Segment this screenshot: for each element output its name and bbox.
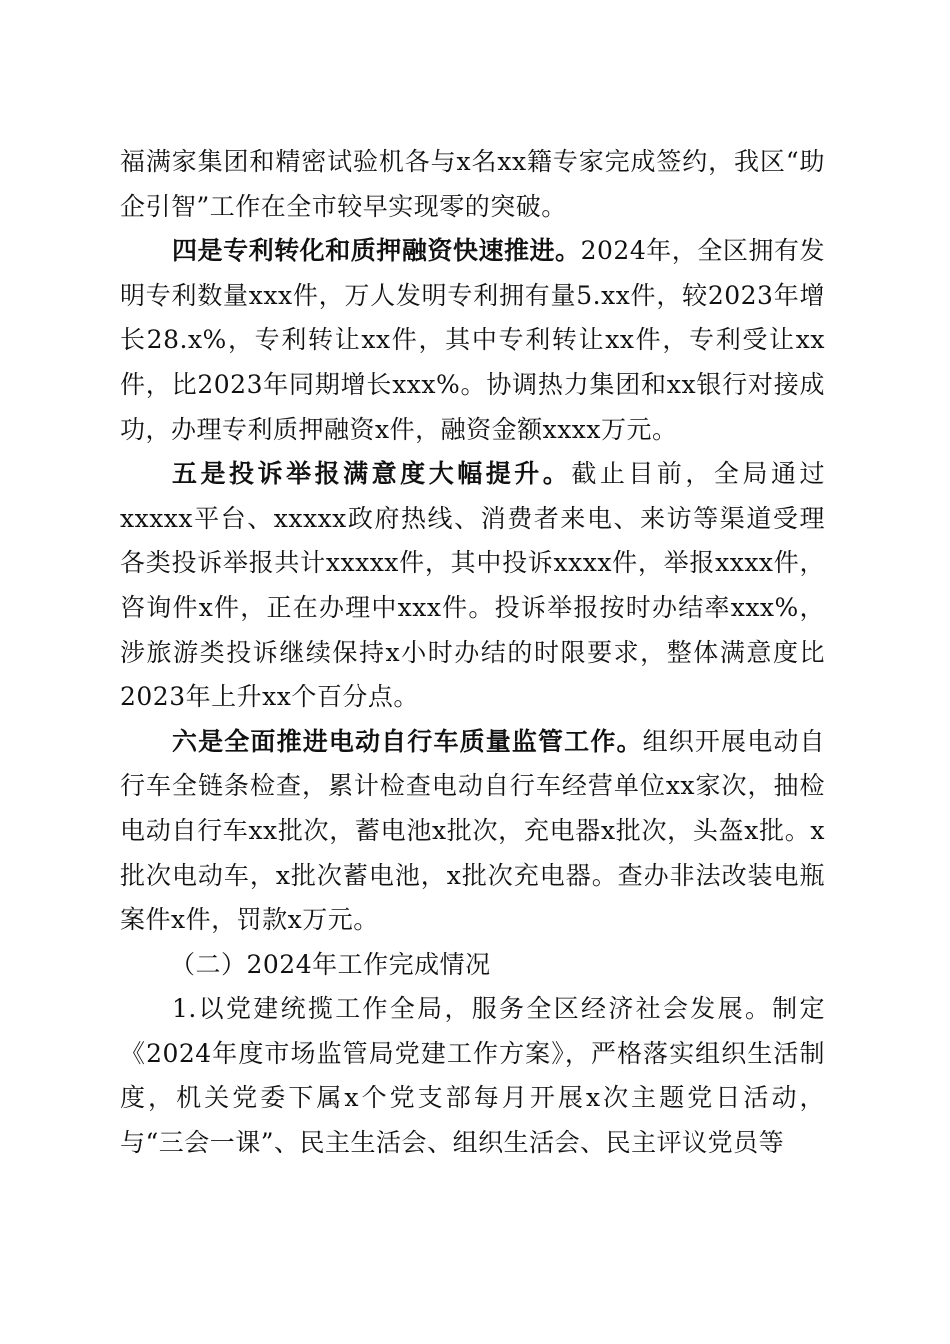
paragraph-ebike	[120, 720, 825, 943]
paragraph-complaints	[120, 452, 825, 720]
paragraph-patent	[120, 229, 825, 452]
paragraph-lead: 四是专利转化和质押融资快速推进。	[172, 236, 581, 266]
paragraph-lead: 六是全面推进电动自行车质量监管工作。	[172, 726, 643, 756]
paragraph-body: 组织开展电动自行车全链条检查，累计检查电动自行车经营单位xx家次，抽检电动自行车xx批次，蓄电池x批次，充电器x批次，头盔x批。x批次电动车，x批次蓄电池，x批次充电器。查办非法改装电瓶案件x件，罚款x万元。	[120, 726, 825, 935]
paragraph-body: 2024年，全区拥有发明专利数量xxx件，万人发明专利拥有量5.xx件，较2023年增长28.x%，专利转让xx件，其中专利转让xx件，专利受让xx件，比2023年同期增长xxx%。协调热力集团和xx银行对接成功，办理专利质押融资x件，融资金额xxxx万元。	[120, 236, 825, 444]
section-heading: （二）2024年工作完成情况	[170, 949, 491, 979]
paragraph-continuation: 福满家集团和精密试验机各与x名xx籍专家完成签约，我区“助企引智”工作在全市较早实现零的突破。	[120, 147, 825, 221]
paragraph-party-building: 1.以党建统揽工作全局，服务全区经济社会发展。制定《2024年度市场监管局党建工作方案》，严格落实组织生活制度，机关党委下属x个党支部每月开展x次主题党日活动，与“三会一课”、民主生活会、组织生活会、民主评议党员等	[120, 994, 825, 1158]
document-page	[120, 140, 825, 1166]
paragraph-lead: 五是投诉举报满意度大幅提升。	[172, 459, 572, 489]
paragraph-body: 截止目前，全局通过xxxxx平台、xxxxx政府热线、消费者来电、来访等渠道受理各类投诉举报共计xxxxx件，其中投诉xxxx件，举报xxxx件，咨询件x件，正在办理中xxx件。投诉举报按时办结率xxx%，涉旅游类投诉继续保持x小时办结的时限要求，整体满意度比2023年上升xx个百分点。	[120, 459, 825, 712]
